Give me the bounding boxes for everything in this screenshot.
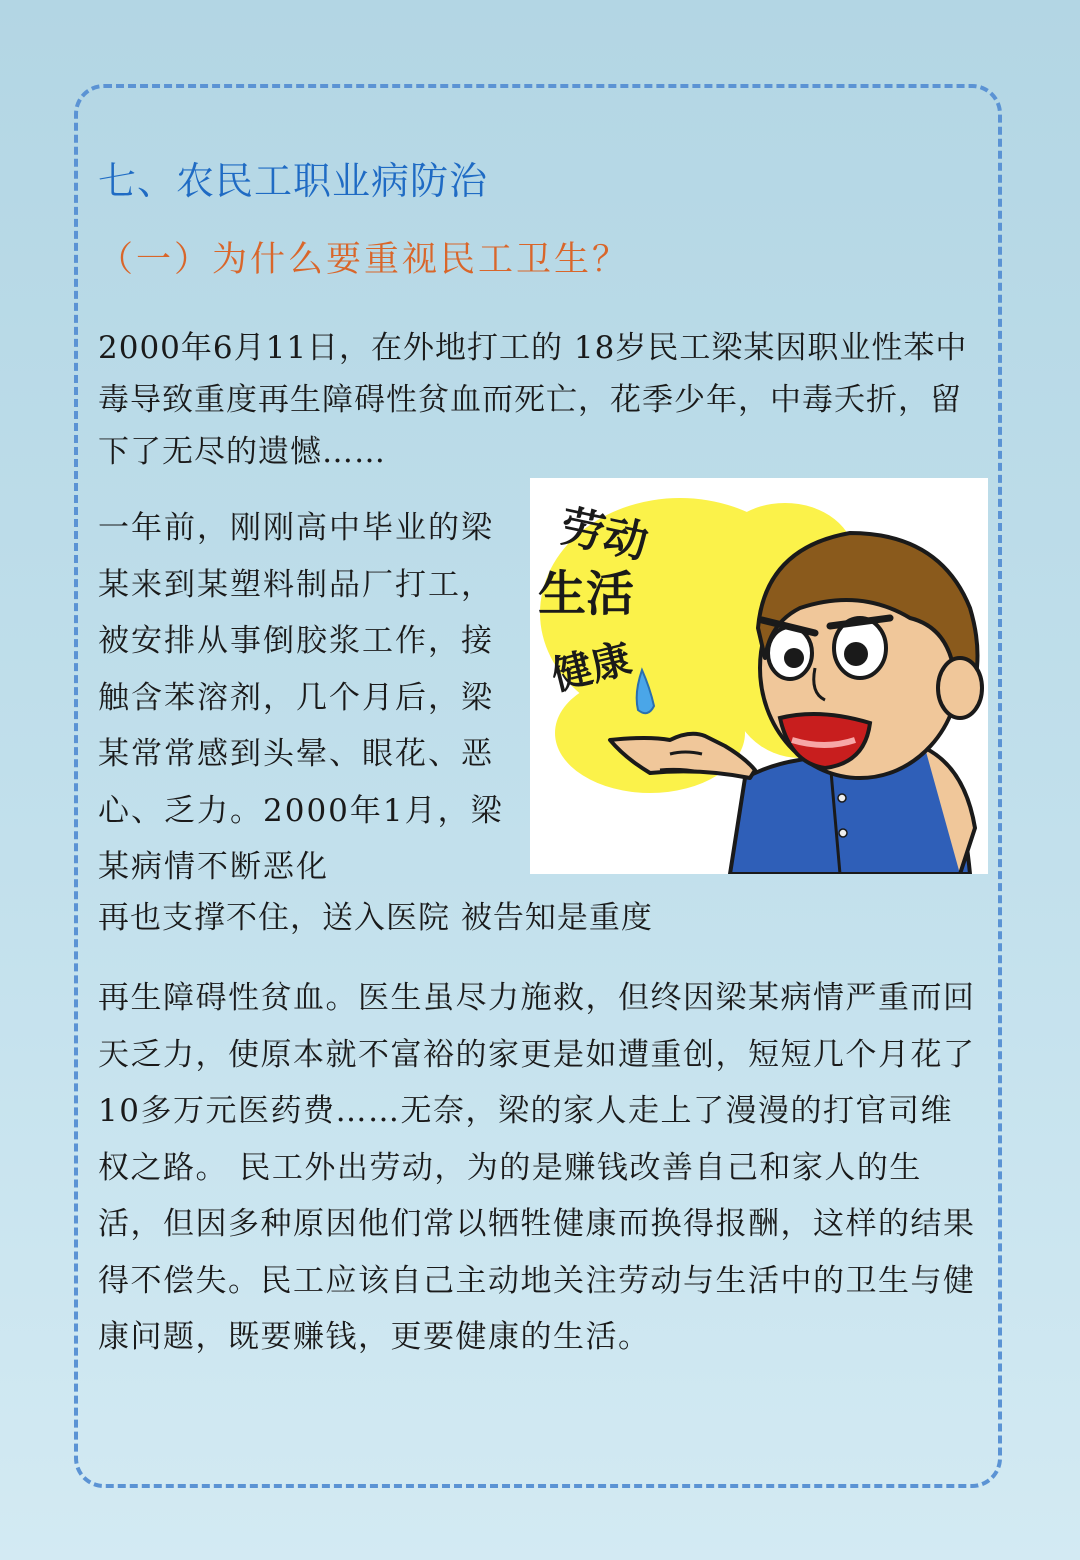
paragraph-intro: 2000年6月11日，在外地打工的 18岁民工梁某因职业性苯中毒导致重度再生障碍性贫血而死亡，花季少年，中毒夭折，留下了无尽的遗憾…… <box>98 330 968 470</box>
paragraph-conclusion: 再生障碍性贫血。医生虽尽力施救，但终因梁某病情严重而回天乏力，使原本就不富裕的家更是如遭重创，短短几个月花了10多万元医药费……无奈，梁的家人走上了漫漫的打官司维权之路。 民工外出劳动，为的是赚钱改善自己和家人的生活，但因多种原因他们常以牺牲健康而换得报酬，这样的结果得不偿失。民工应该自己主动地关注劳动与生活中的卫生与健康问题，既要赚钱，更要健康的生活。 <box>98 980 976 1355</box>
cartoon-illustration <box>530 478 988 874</box>
paragraph-story: 一年前，刚刚高中毕业的梁某来到某塑料制品厂打工，被安排从事倒胶浆工作，接触含苯溶剂，几个月后，梁某常常感到头晕、眼花、恶心、乏力。2000年1月，梁某病情不断恶化 <box>98 510 504 885</box>
paragraph-story-tail: 再也支撑不住，送入医院 被告知是重度 <box>98 900 653 936</box>
subsection-title: （一）为什么要重视民工卫生？ <box>98 240 631 280</box>
bubble-word-health: 健康 <box>547 635 637 700</box>
cartoon-worker-pointing-image <box>530 478 988 874</box>
bubble-word-labor: 劳动 <box>555 500 653 570</box>
bubble-word-life: 生活 <box>538 566 635 622</box>
section-title: 七、农民工职业病防治 <box>98 159 489 203</box>
worker-head <box>758 533 982 778</box>
